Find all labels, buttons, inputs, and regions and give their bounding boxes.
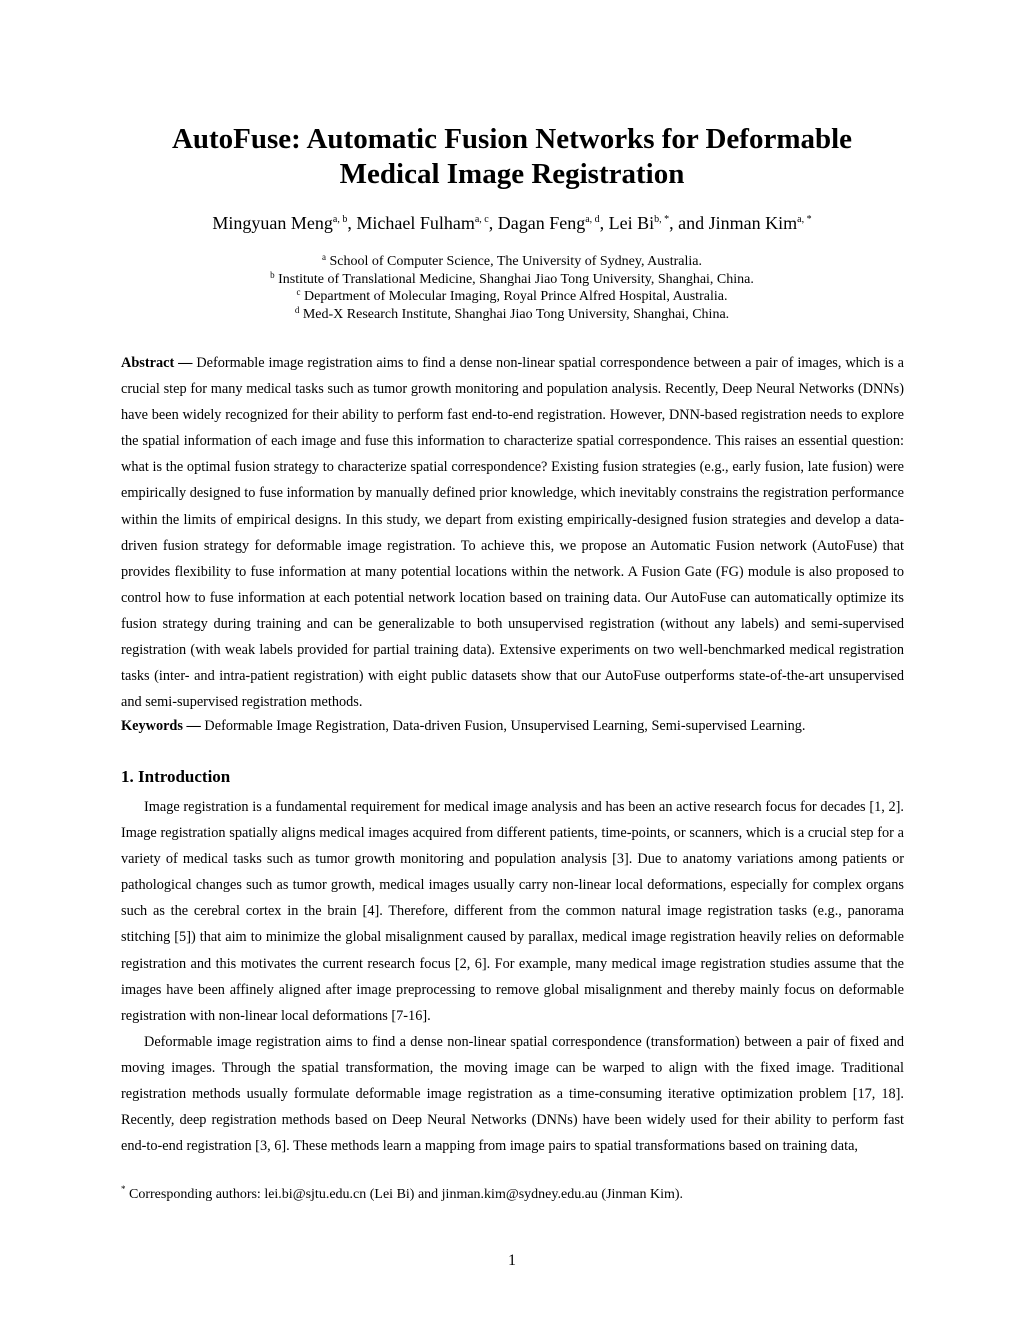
author-affiliation-mark: a, d	[585, 214, 600, 225]
author-name: Lei Bi	[608, 213, 655, 233]
author-name: Mingyuan Meng	[212, 213, 333, 233]
abstract	[121, 350, 904, 715]
keywords-text: Deformable Image Registration, Data-driven Fusion, Unsupervised Learning, Semi-supervised Learning.	[204, 718, 806, 734]
author-affiliation-mark: a, c	[474, 214, 489, 225]
author-affiliation-mark: a, b	[332, 214, 348, 225]
abstract-label: Abstract —	[121, 355, 193, 371]
paragraph: Image registration is a fundamental requirement for medical image analysis and has been an active research focus for decades [1, 2]. Image registration spatially aligns medical images acquired from different patients, time-points, or scanners, which is a crucial step for a variety of medical tasks such as tumor growth monitoring and population analysis [3]. Due to anatomy variations among patients or pathological changes such as tumor growth, medical images usually carry non-linear local deformations, especially for complex organs such as the cerebral cortex in the brain [4]. Therefore, different from the common natural image registration tasks (e.g., panorama stitching [5]) that aim to minimize the global misalignment caused by parallax, medical image registration heavily relies on deformable registration and this motivates the current research focus [2, 6]. For example, many medical image registration studies assume that the images have been affinely aligned after image preprocessing to remove global misalignment and thereby mainly focus on deformable registration with non-linear local deformations [7-16].	[121, 799, 904, 1024]
affiliation-list	[60, 253, 964, 323]
footnote-mark: *	[121, 1184, 126, 1194]
author-list: Mingyuan Meng$^{a, b}$, Michael Fulham$^{a, c}$, Dagan Feng$^{a, d}$, Lei $Bi^{b, *}$, and Jinman Kim$^{a, *}$	[212, 213, 812, 233]
author-name: Michael Fulham	[356, 213, 475, 233]
author-affiliation-mark: b, *	[654, 214, 670, 225]
section-body	[121, 794, 904, 1159]
affiliation: $^b$ Institute of Translational Medicine, Shanghai Jiao Tong University, Shanghai, China.	[270, 269, 754, 287]
affiliation: $^d$ Med-X Research Institute, Shanghai Jiao Tong University, Shanghai, China.	[294, 304, 730, 322]
title-line-1: AutoFuse: Automatic Fusion Networks for Deformable	[171, 123, 853, 155]
affiliation: $^a$ School of Computer Science, The University of Sydney, Australia.	[322, 252, 702, 269]
abstract-text: Deformable image registration aims to find a dense non-linear spatial correspondence between a pair of images, which is a crucial step for many medical tasks such as tumor growth monitoring and population analysis. Recently, Deep Neural Networks (DNNs) have been widely recognized for their ability to perform fast end-to-end registration. However, DNN-based registration needs to explore the spatial information of each image and fuse this information to characterize spatial correspondence. This raises an essential question: what is the optimal fusion strategy to characterize spatial correspondence? Existing fusion strategies (e.g., early fusion, late fusion) were empirically designed to fuse information by manually defined prior knowledge, which inevitably constrains the registration performance within the limits of empirical designs. In this study, we depart from existing empirically-designed fusion strategies and develop a data-driven fusion strategy for deformable image registration. To achieve this, we propose an Automatic Fusion network (AutoFuse) that provides flexibility to fuse information at many potential locations within the network. A Fusion Gate (FG) module is also proposed to control how to fuse information at each potential network location based on training data. Our AutoFuse can automatically optimize its fusion strategy during training and can be generalizable to both unsupervised registration (without any labels) and semi-supervised registration (with weak labels provided for partial training data). Extensive experiments on two well-benchmarked medical registration tasks (inter- and intra-patient registration) with eight public datasets show that our AutoFuse outperforms state-of-the-art unsupervised and semi-supervised registration methods.	[121, 355, 904, 711]
affiliation: $^c$ Department of Molecular Imaging, Royal Prince Alfred Hospital, Australia.	[296, 287, 728, 304]
author-affiliation-mark: a, *	[797, 214, 812, 225]
keywords	[121, 713, 904, 739]
paragraph: Deformable image registration aims to find a dense non-linear spatial correspondence (transformation) between a pair of fixed and moving images. Through the spatial transformation, the moving image can be warped to align with the fixed image. Traditional registration methods usually formulate deformable image registration as a time-consuming iterative optimization problem [17, 18]. Recently, deep registration methods based on Deep Neural Networks (DNNs) have been widely used for their ability to perform fast end-to-end registration [3, 6]. These methods learn a mapping from image pairs to spatial transformations based on training data,	[121, 1033, 904, 1155]
corresponding-author-footnote	[121, 1184, 904, 1206]
keywords-label: Keywords —	[121, 718, 201, 734]
author-name: Dagan Feng	[497, 213, 586, 233]
page-number: 1	[508, 1252, 516, 1269]
paper-title	[60, 122, 964, 192]
section-heading: 1. Introduction	[121, 767, 231, 786]
title-line-2: Medical Image Registration	[339, 158, 685, 190]
footnote-text: Corresponding authors: lei.bi@sjtu.edu.cn (Lei Bi) and jinman.kim@sydney.edu.au (Jinman Kim).	[129, 1187, 684, 1202]
author-name: Jinman Kim	[708, 213, 798, 233]
